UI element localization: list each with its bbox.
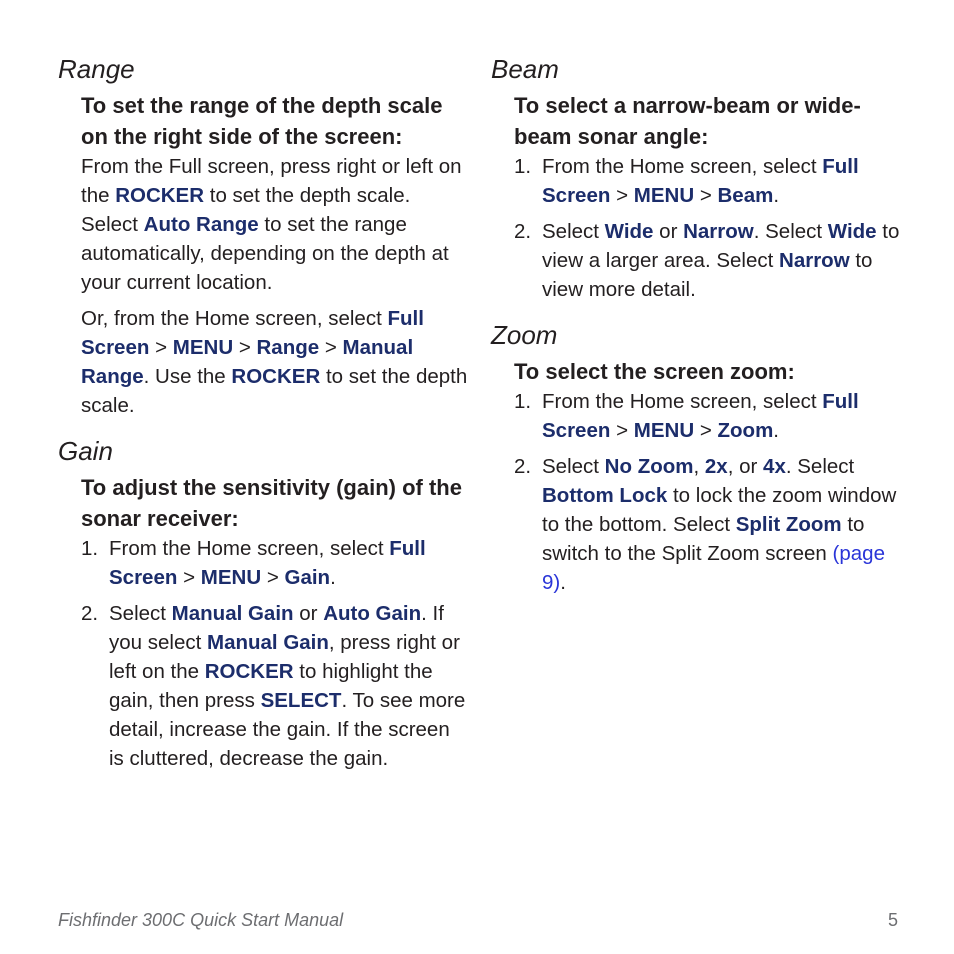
keyword: Beam (717, 184, 774, 207)
keyword: Wide (827, 220, 877, 243)
keyword: Full Screen (542, 155, 859, 207)
keyword: Auto Range (143, 213, 259, 236)
left-column (58, 52, 468, 783)
step-number: 1. (514, 390, 532, 413)
step-number: 1. (81, 537, 99, 560)
keyword: SELECT (260, 689, 342, 712)
manual-title: Fishfinder 300C Quick Start Manual (58, 910, 344, 930)
gain-steps (81, 534, 468, 773)
list-item: 2. Select No Zoom, 2x, or 4x. Select Bottom Lock to lock the zoom window to the bottom. Select Split Zoom to switch to the Split Zoom screen (page 9). (514, 452, 911, 597)
range-paragraph-1: From the Full screen, press right or left on the ROCKER to set the depth scale. Select Auto Range to set the range automatically, depending on the depth at your current location. (81, 155, 462, 294)
beam-steps (514, 152, 911, 304)
list-item: 2. Select Wide or Narrow. Select Wide to view a larger area. Select Narrow to view more detail. (514, 217, 911, 304)
step-number: 2. (514, 455, 532, 478)
keyword: MENU (200, 566, 262, 589)
page-footer (58, 910, 898, 931)
keyword: Full Screen (109, 537, 426, 589)
range-subhead: To set the range of the depth scale on the right side of the screen: (81, 93, 443, 149)
step-number: 1. (514, 155, 532, 178)
keyword: Full Screen (81, 307, 424, 359)
list-item: 1. From the Home screen, select Full Screen > MENU > Gain. (81, 534, 468, 592)
keyword: Bottom Lock (542, 484, 668, 507)
zoom-subhead: To select the screen zoom: (514, 359, 795, 384)
zoom-steps (514, 387, 911, 597)
keyword: MENU (633, 184, 695, 207)
beam-heading: Beam (491, 54, 559, 84)
keyword: Auto Gain (323, 602, 422, 625)
keyword: Manual Range (81, 336, 414, 388)
keyword: Split Zoom (735, 513, 842, 536)
keyword: Manual Gain (207, 631, 329, 654)
page-number: 5 (887, 910, 898, 930)
right-column (491, 52, 911, 607)
keyword: MENU (172, 336, 234, 359)
list-item: 2. Select Manual Gain or Auto Gain. If you select Manual Gain, press right or left on the ROCKER to highlight the gain, then press SELECT. To see more detail, increase the gain. If the screen is cluttered, decrease the gain. (81, 599, 468, 773)
step-number: 2. (514, 220, 532, 243)
zoom-heading: Zoom (491, 320, 558, 350)
keyword: Full Screen (542, 390, 859, 442)
keyword: ROCKER (115, 184, 205, 207)
keyword: Wide (604, 220, 654, 243)
gain-heading: Gain (58, 436, 113, 466)
zoom-section (491, 318, 911, 597)
keyword: Range (256, 336, 320, 359)
keyword: Narrow (779, 249, 850, 272)
beam-subhead: To select a narrow-beam or wide-beam sonar angle: (514, 93, 861, 149)
keyword: ROCKER (204, 660, 294, 683)
keyword: Narrow (683, 220, 754, 243)
step-number: 2. (81, 602, 99, 625)
gain-subhead: To adjust the sensitivity (gain) of the sonar receiver: (81, 475, 462, 531)
keyword: Gain (284, 566, 331, 589)
keyword: MENU (633, 419, 695, 442)
gain-section (58, 434, 468, 773)
keyword: 4x (763, 455, 786, 478)
keyword: Zoom (717, 419, 774, 442)
keyword: No Zoom (604, 455, 694, 478)
range-paragraph-2: Or, from the Home screen, select Full Screen > MENU > Range > Manual Range. Use the ROCKER to set the depth scale. (81, 307, 468, 417)
list-item: 1. From the Home screen, select Full Screen > MENU > Zoom. (514, 387, 911, 445)
keyword: 2x (704, 455, 728, 478)
range-heading: Range (58, 54, 135, 84)
range-section (58, 52, 468, 420)
list-item: 1. From the Home screen, select Full Screen > MENU > Beam. (514, 152, 911, 210)
keyword: ROCKER (231, 365, 321, 388)
page-reference-link[interactable]: (page 9) (542, 542, 885, 594)
beam-section (491, 52, 911, 304)
keyword: Manual Gain (171, 602, 294, 625)
